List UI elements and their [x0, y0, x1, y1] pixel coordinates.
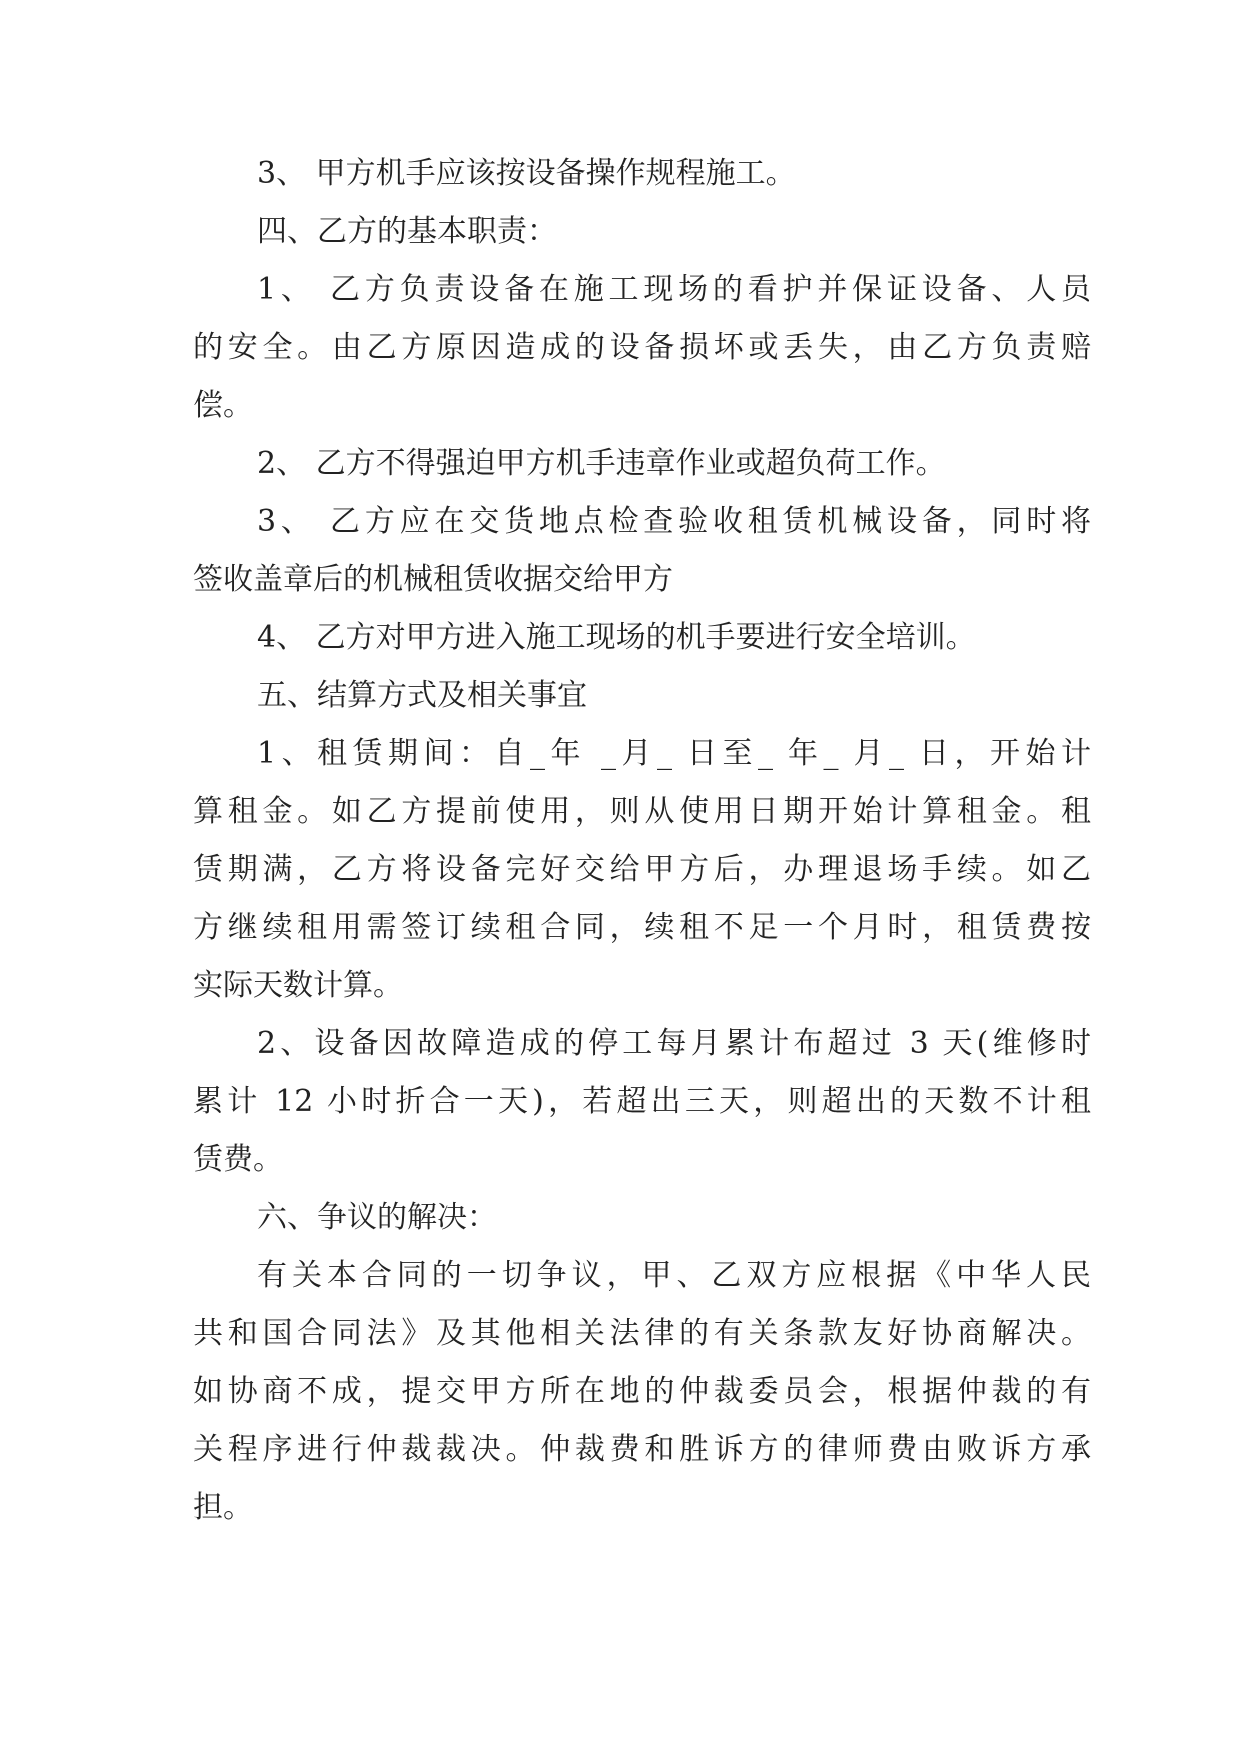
- text-line: 偿。: [193, 388, 253, 423]
- text-line: 赁期满，乙方将设备完好交给甲方后，办理退场手续。如乙: [193, 852, 1091, 887]
- text-line: 签收盖章后的机械租赁收据交给甲方: [193, 562, 673, 597]
- paragraph-5: [193, 502, 1091, 600]
- text-line: 累计 12 小时折合一天)，若超出三天，则超出的天数不计租: [193, 1084, 1091, 1119]
- paragraph-1: [193, 154, 1091, 194]
- text-line: 五、结算方式及相关事宜: [257, 678, 587, 713]
- paragraph-3: [193, 270, 1091, 426]
- paragraph-4: [193, 444, 1091, 484]
- text-line: 1、租赁期间：自_年 _月_ 日至_ 年_ 月_ 日，开始计: [257, 736, 1091, 771]
- paragraph-8: [193, 734, 1091, 1006]
- text-line: 2、 乙方不得强迫甲方机手违章作业或超负荷工作。: [257, 446, 946, 481]
- text-line: 六、争议的解决：: [257, 1200, 497, 1235]
- text-line: 四、乙方的基本职责：: [257, 214, 557, 249]
- text-line: 2、设备因故障造成的停工每月累计布超过 3 天(维修时: [257, 1026, 1091, 1061]
- text-line: 实际天数计算。: [193, 968, 403, 1003]
- section-heading-4: [193, 212, 1091, 252]
- text-line: 共和国合同法》及其他相关法律的有关条款友好协商解决。: [193, 1316, 1091, 1351]
- text-line: 1、 乙方负责设备在施工现场的看护并保证设备、人员: [257, 272, 1091, 307]
- section-heading-6: [193, 1198, 1091, 1238]
- text-line: 有关本合同的一切争议，甲、乙双方应根据《中华人民: [257, 1258, 1091, 1293]
- paragraph-11: [193, 1256, 1091, 1528]
- text-line: 3、 甲方机手应该按设备操作规程施工。: [257, 156, 796, 191]
- text-line: 赁费。: [193, 1142, 283, 1177]
- text-line: 方继续租用需签订续租合同，续租不足一个月时，租赁费按: [193, 910, 1091, 945]
- text-line: 如协商不成，提交甲方所在地的仲裁委员会，根据仲裁的有: [193, 1374, 1091, 1409]
- section-heading-5: [193, 676, 1091, 716]
- text-line: 担。: [193, 1490, 253, 1525]
- paragraph-9: [193, 1024, 1091, 1180]
- text-line: 关程序进行仲裁裁决。仲裁费和胜诉方的律师费由败诉方承: [193, 1432, 1091, 1467]
- text-line: 算租金。如乙方提前使用，则从使用日期开始计算租金。租: [193, 794, 1091, 829]
- text-line: 3、 乙方应在交货地点检查验收租赁机械设备，同时将: [257, 504, 1091, 539]
- text-line: 4、 乙方对甲方进入施工现场的机手要进行安全培训。: [257, 620, 976, 655]
- paragraph-6: [193, 618, 1091, 658]
- text-line: 的安全。由乙方原因造成的设备损坏或丢失，由乙方负责赔: [193, 330, 1091, 365]
